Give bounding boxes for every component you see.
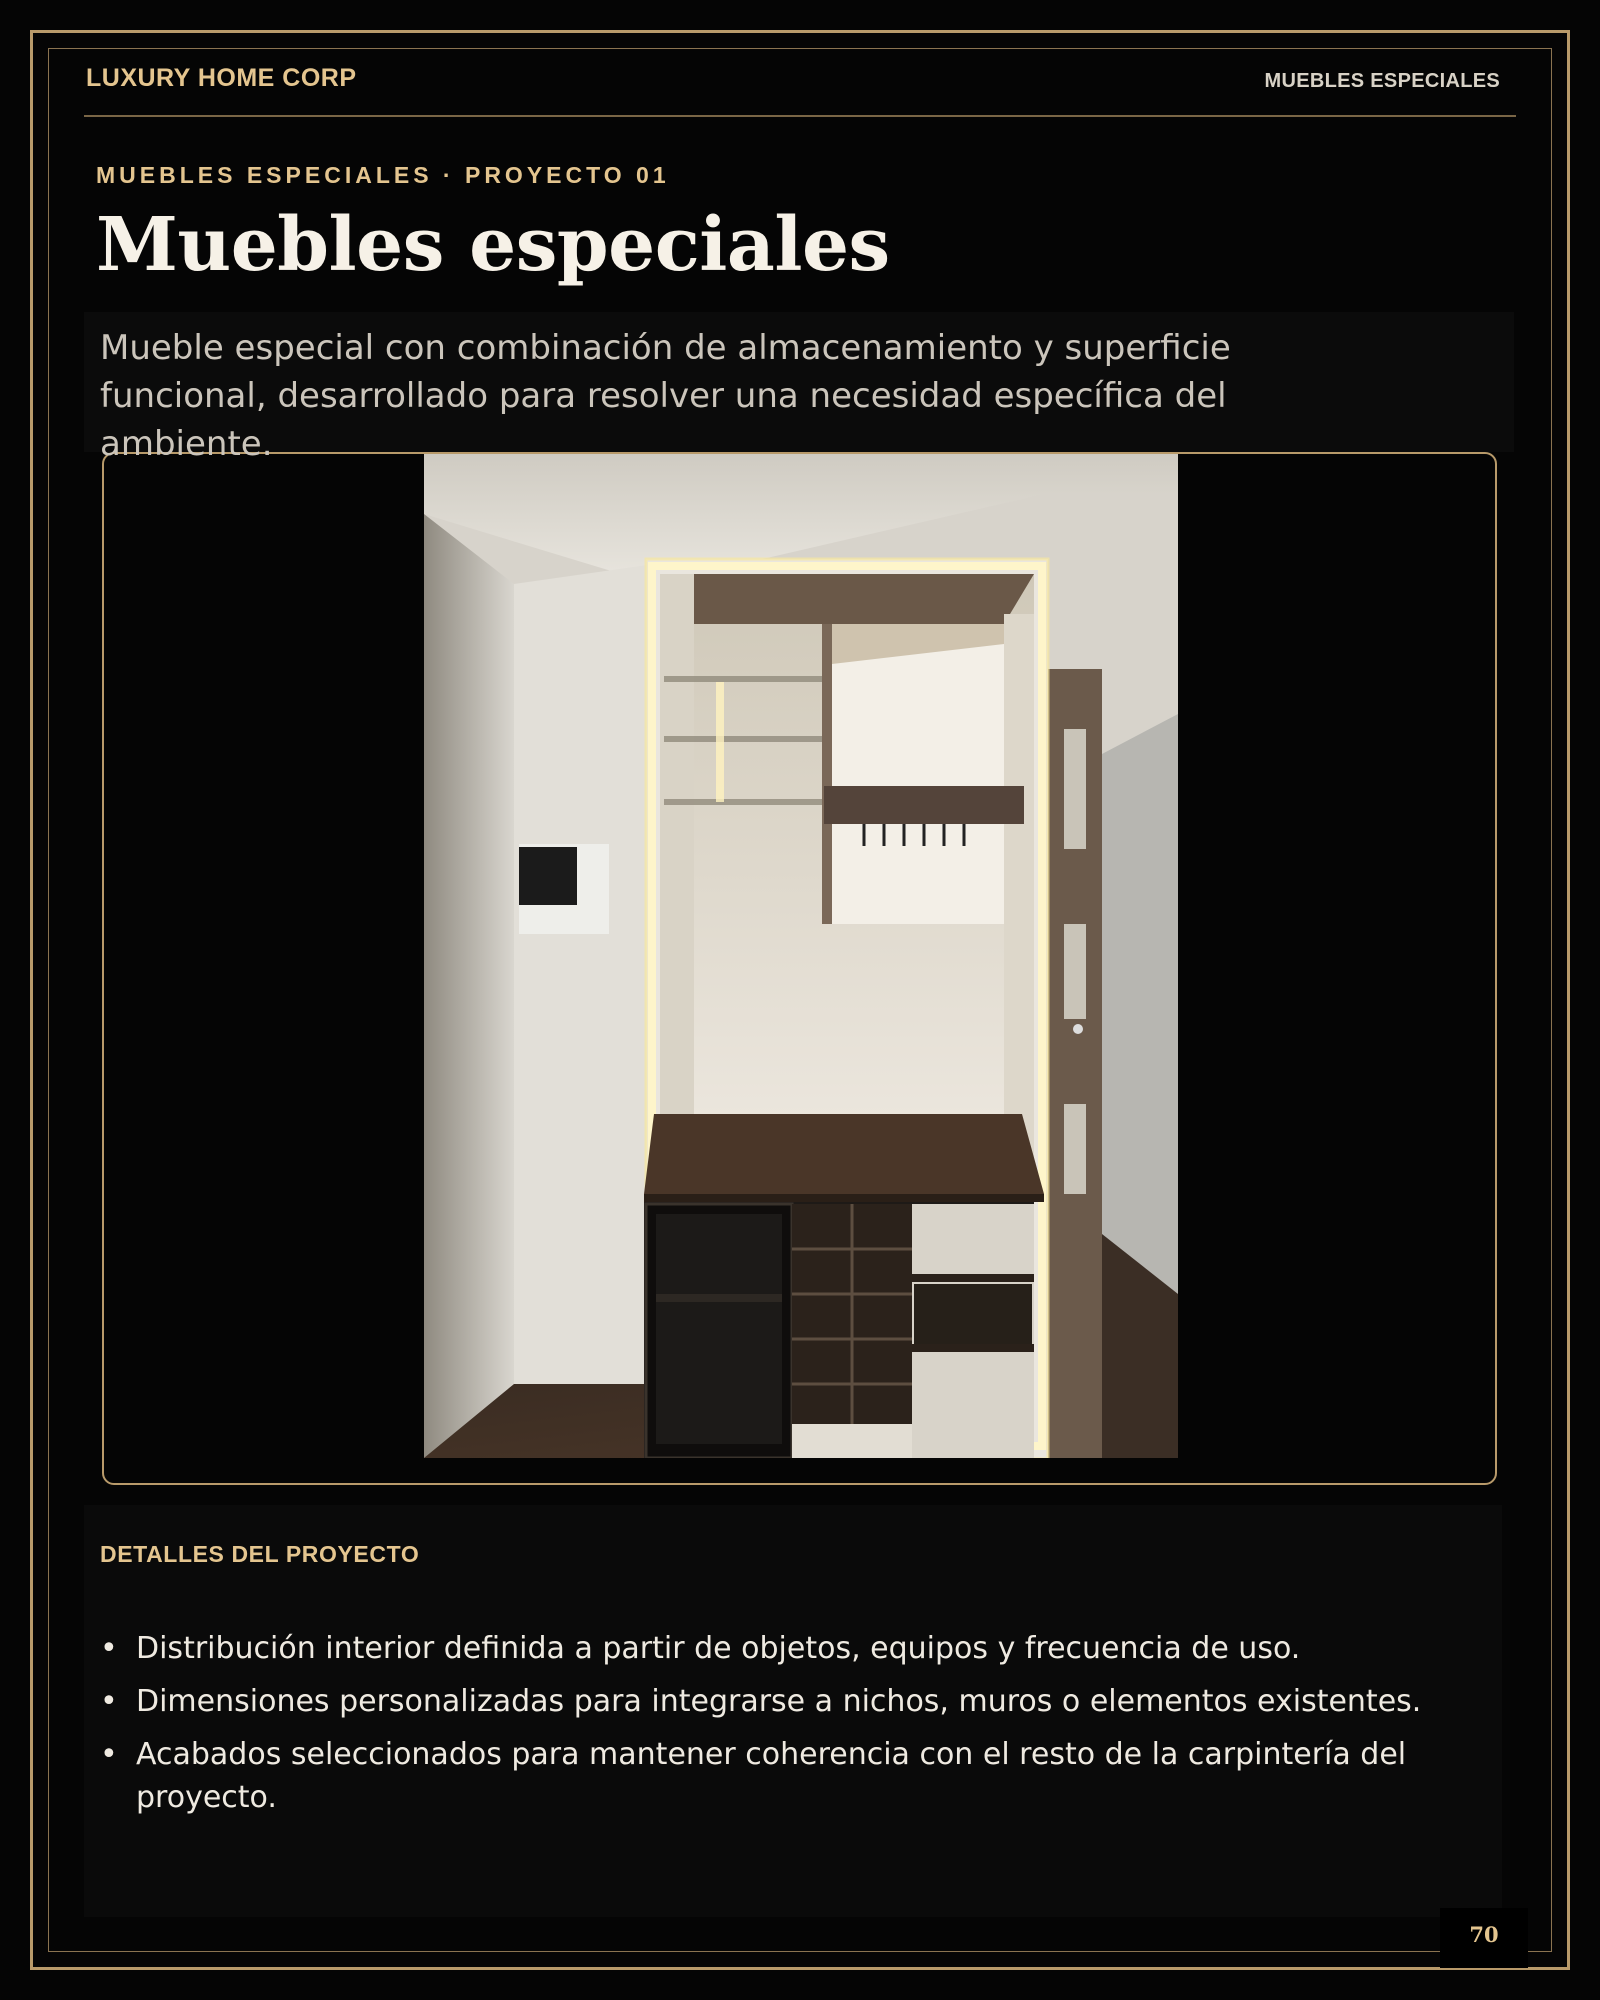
cabinet-illustration: [424, 454, 1178, 1458]
project-photo: [424, 454, 1178, 1458]
brand-name: LUXURY HOME CORP: [86, 64, 357, 92]
list-item: [100, 1733, 1440, 1819]
project-eyebrow: MUEBLES ESPECIALES · PROYECTO 01: [96, 162, 670, 188]
list-item-text: Distribución interior definida a partir de objetos, equipos y frecuencia de uso.: [136, 1631, 1301, 1666]
details-list: [100, 1627, 1440, 1829]
list-item-text: Dimensiones personalizadas para integrarse a nichos, muros o elementos existentes.: [136, 1684, 1422, 1719]
project-description: Mueble especial con combinación de almacenamiento y superficie funcional, desarrollado para resolver una necesidad específica del ambiente.: [100, 328, 1231, 464]
list-item: [100, 1627, 1440, 1670]
page-number: 70: [1469, 1922, 1499, 1947]
section-label: MUEBLES ESPECIALES: [1264, 70, 1500, 92]
bullet-icon: •: [100, 1631, 118, 1666]
bullet-icon: •: [100, 1737, 118, 1772]
page-title: Muebles especiales: [96, 202, 890, 288]
list-item: [100, 1680, 1440, 1723]
project-photo-card: [102, 452, 1497, 1485]
details-heading: DETALLES DEL PROYECTO: [100, 1541, 420, 1567]
header-divider: [84, 115, 1516, 117]
list-item-text: Acabados seleccionados para mantener coherencia con el resto de la carpintería del proyecto.: [136, 1737, 1407, 1815]
bullet-icon: •: [100, 1684, 118, 1719]
